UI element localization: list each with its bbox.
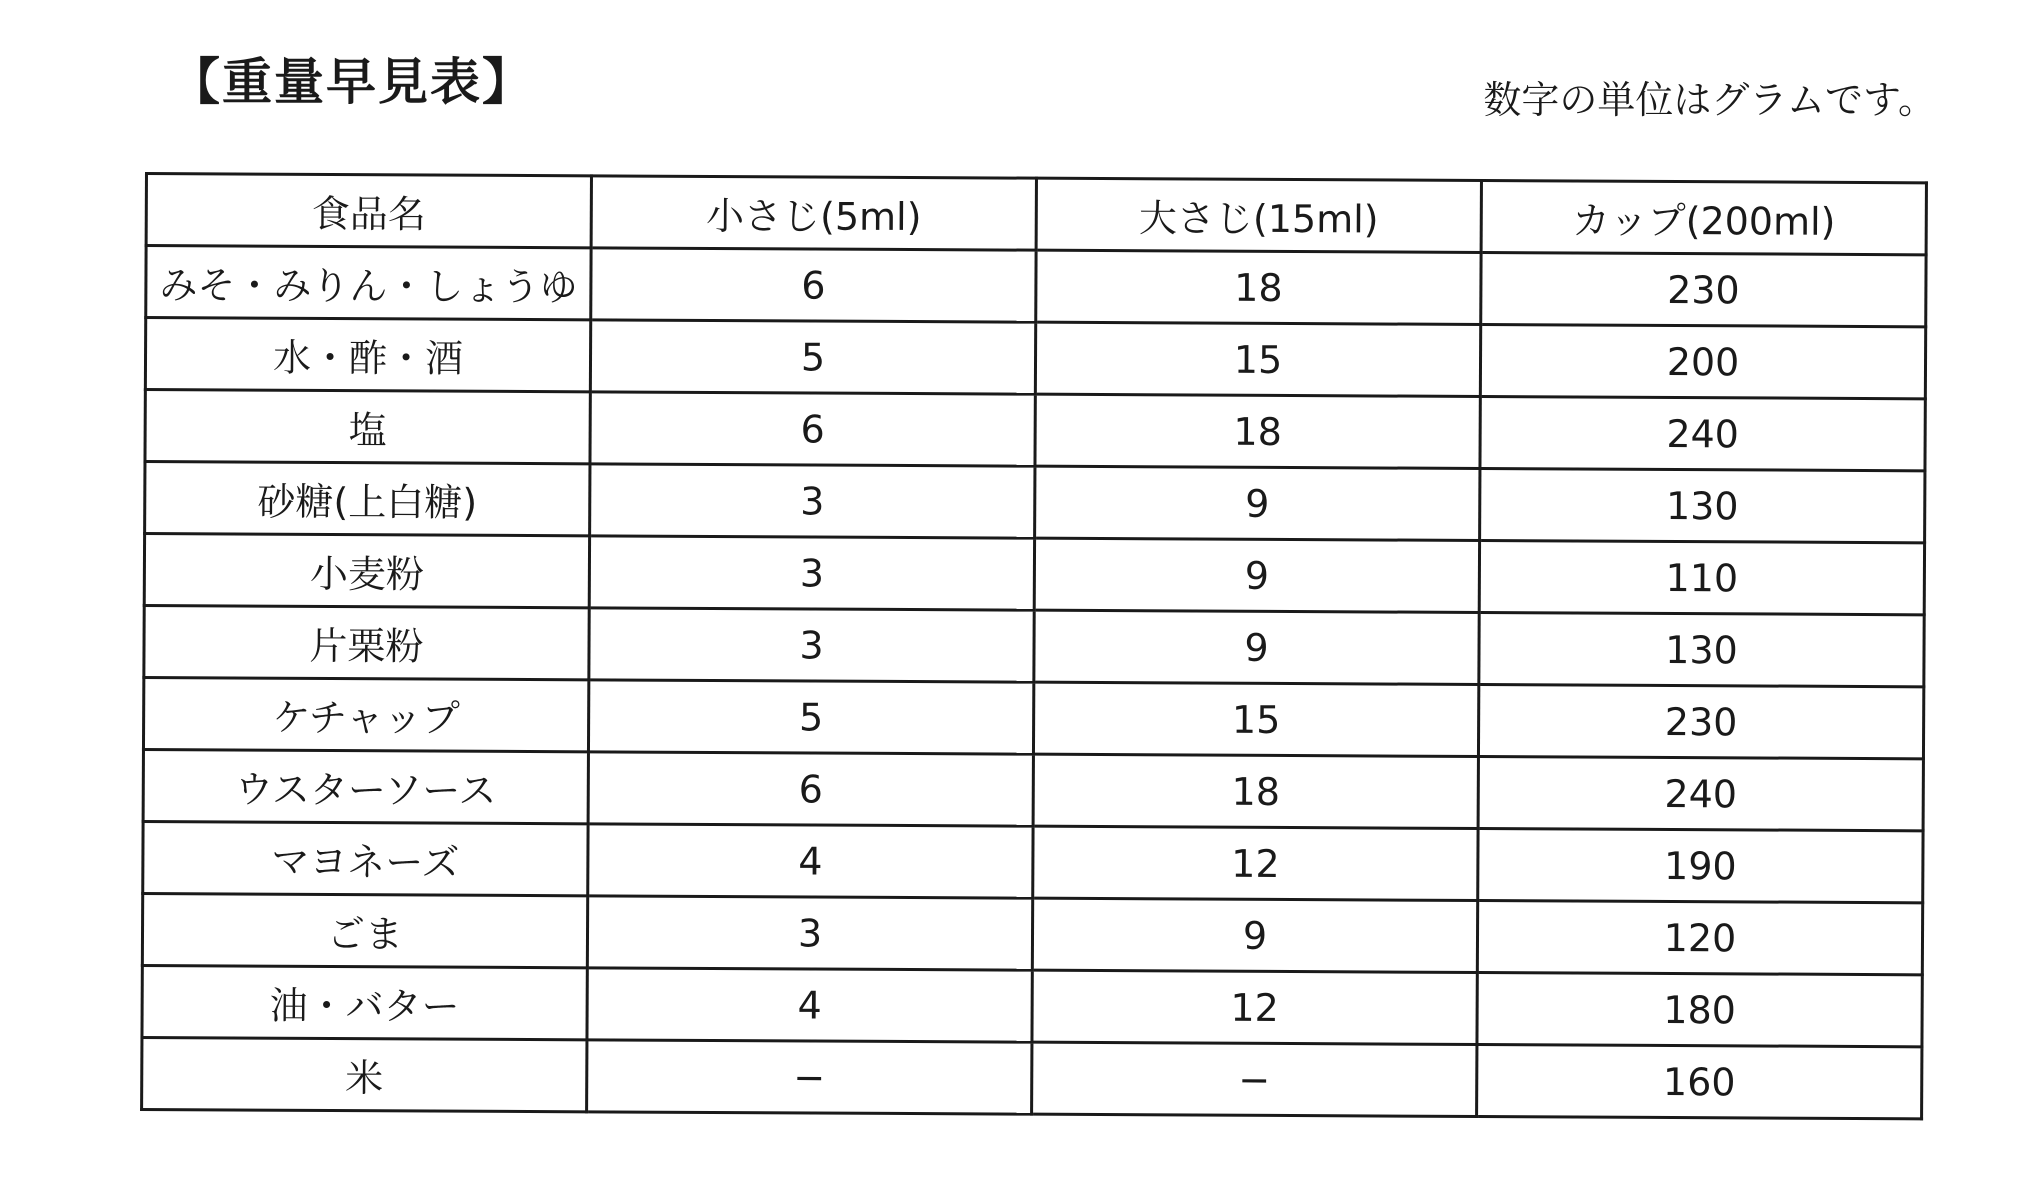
table-row	[143, 678, 1923, 759]
cup-cell: 110	[1479, 540, 1924, 614]
food-name-cell: 塩	[145, 390, 590, 464]
header-cup: カップ(200ml)	[1481, 180, 1926, 254]
tablespoon-cell: 12	[1033, 826, 1478, 900]
table-row	[143, 821, 1923, 902]
table-row	[145, 462, 1925, 543]
cup-cell: 120	[1477, 900, 1922, 974]
tablespoon-cell: 15	[1035, 322, 1480, 396]
table-row	[145, 390, 1925, 471]
teaspoon-cell: 6	[588, 752, 1033, 826]
food-name-cell: 油・バター	[142, 965, 587, 1039]
table-row	[145, 318, 1925, 399]
teaspoon-cell: 5	[588, 680, 1033, 754]
food-name-cell: ごま	[142, 893, 587, 967]
teaspoon-cell: 4	[587, 968, 1032, 1042]
tablespoon-cell: 9	[1034, 610, 1479, 684]
tablespoon-cell: 9	[1032, 898, 1477, 972]
cup-cell: 230	[1478, 684, 1923, 758]
food-name-cell: 米	[142, 1037, 587, 1111]
table-body	[142, 246, 1926, 1119]
header-tablespoon: 大さじ(15ml)	[1036, 178, 1481, 252]
teaspoon-cell: 6	[590, 392, 1035, 466]
teaspoon-cell: 3	[587, 896, 1032, 970]
header-row	[146, 174, 1926, 255]
tablespoon-cell: 18	[1035, 394, 1480, 468]
table-row	[142, 965, 1922, 1046]
unit-note: 数字の単位はグラムです。	[1483, 78, 1936, 122]
table-row	[142, 1037, 1922, 1118]
page-title: 【重量早見表】	[170, 53, 534, 111]
food-name-cell: 片栗粉	[144, 606, 589, 680]
food-name-cell: 砂糖(上白糖)	[145, 462, 590, 536]
food-name-cell: みそ・みりん・しょうゆ	[146, 246, 591, 320]
teaspoon-cell: 5	[590, 320, 1035, 394]
cup-cell: 130	[1479, 612, 1924, 686]
cup-cell: 240	[1478, 756, 1923, 830]
teaspoon-cell: 4	[588, 824, 1033, 898]
header-food-name: 食品名	[146, 174, 591, 248]
tablespoon-cell: 12	[1032, 970, 1477, 1044]
cup-cell: 180	[1477, 972, 1922, 1046]
tablespoon-cell: 18	[1036, 250, 1481, 324]
cup-cell: 160	[1477, 1044, 1922, 1118]
cup-cell: 230	[1481, 252, 1926, 326]
cup-cell: 130	[1480, 468, 1925, 542]
teaspoon-cell: 6	[591, 248, 1036, 322]
weight-table	[140, 172, 1928, 1120]
cup-cell: 200	[1480, 324, 1925, 398]
header-teaspoon: 小さじ(5ml)	[591, 176, 1036, 250]
food-name-cell: ケチャップ	[143, 678, 588, 752]
food-name-cell: マヨネーズ	[143, 821, 588, 895]
tablespoon-cell: 9	[1035, 466, 1480, 540]
table-row	[142, 893, 1922, 974]
teaspoon-cell: 3	[589, 608, 1034, 682]
cup-cell: 240	[1480, 396, 1925, 470]
tablespoon-cell: 9	[1034, 538, 1479, 612]
food-name-cell: 小麦粉	[144, 534, 589, 608]
cup-cell: 190	[1478, 828, 1923, 902]
table-row	[143, 749, 1923, 830]
teaspoon-cell: 3	[590, 464, 1035, 538]
tablespoon-cell: 18	[1033, 754, 1478, 828]
table-row	[144, 534, 1924, 615]
table-row	[144, 606, 1924, 687]
food-name-cell: ウスターソース	[143, 749, 588, 823]
tablespoon-cell: 15	[1033, 682, 1478, 756]
table-container	[140, 172, 1928, 1120]
teaspoon-cell: 3	[589, 536, 1034, 610]
table-row	[146, 246, 1926, 327]
food-name-cell: 水・酢・酒	[145, 318, 590, 392]
tablespoon-cell: −	[1032, 1042, 1477, 1116]
teaspoon-cell: −	[587, 1040, 1032, 1114]
